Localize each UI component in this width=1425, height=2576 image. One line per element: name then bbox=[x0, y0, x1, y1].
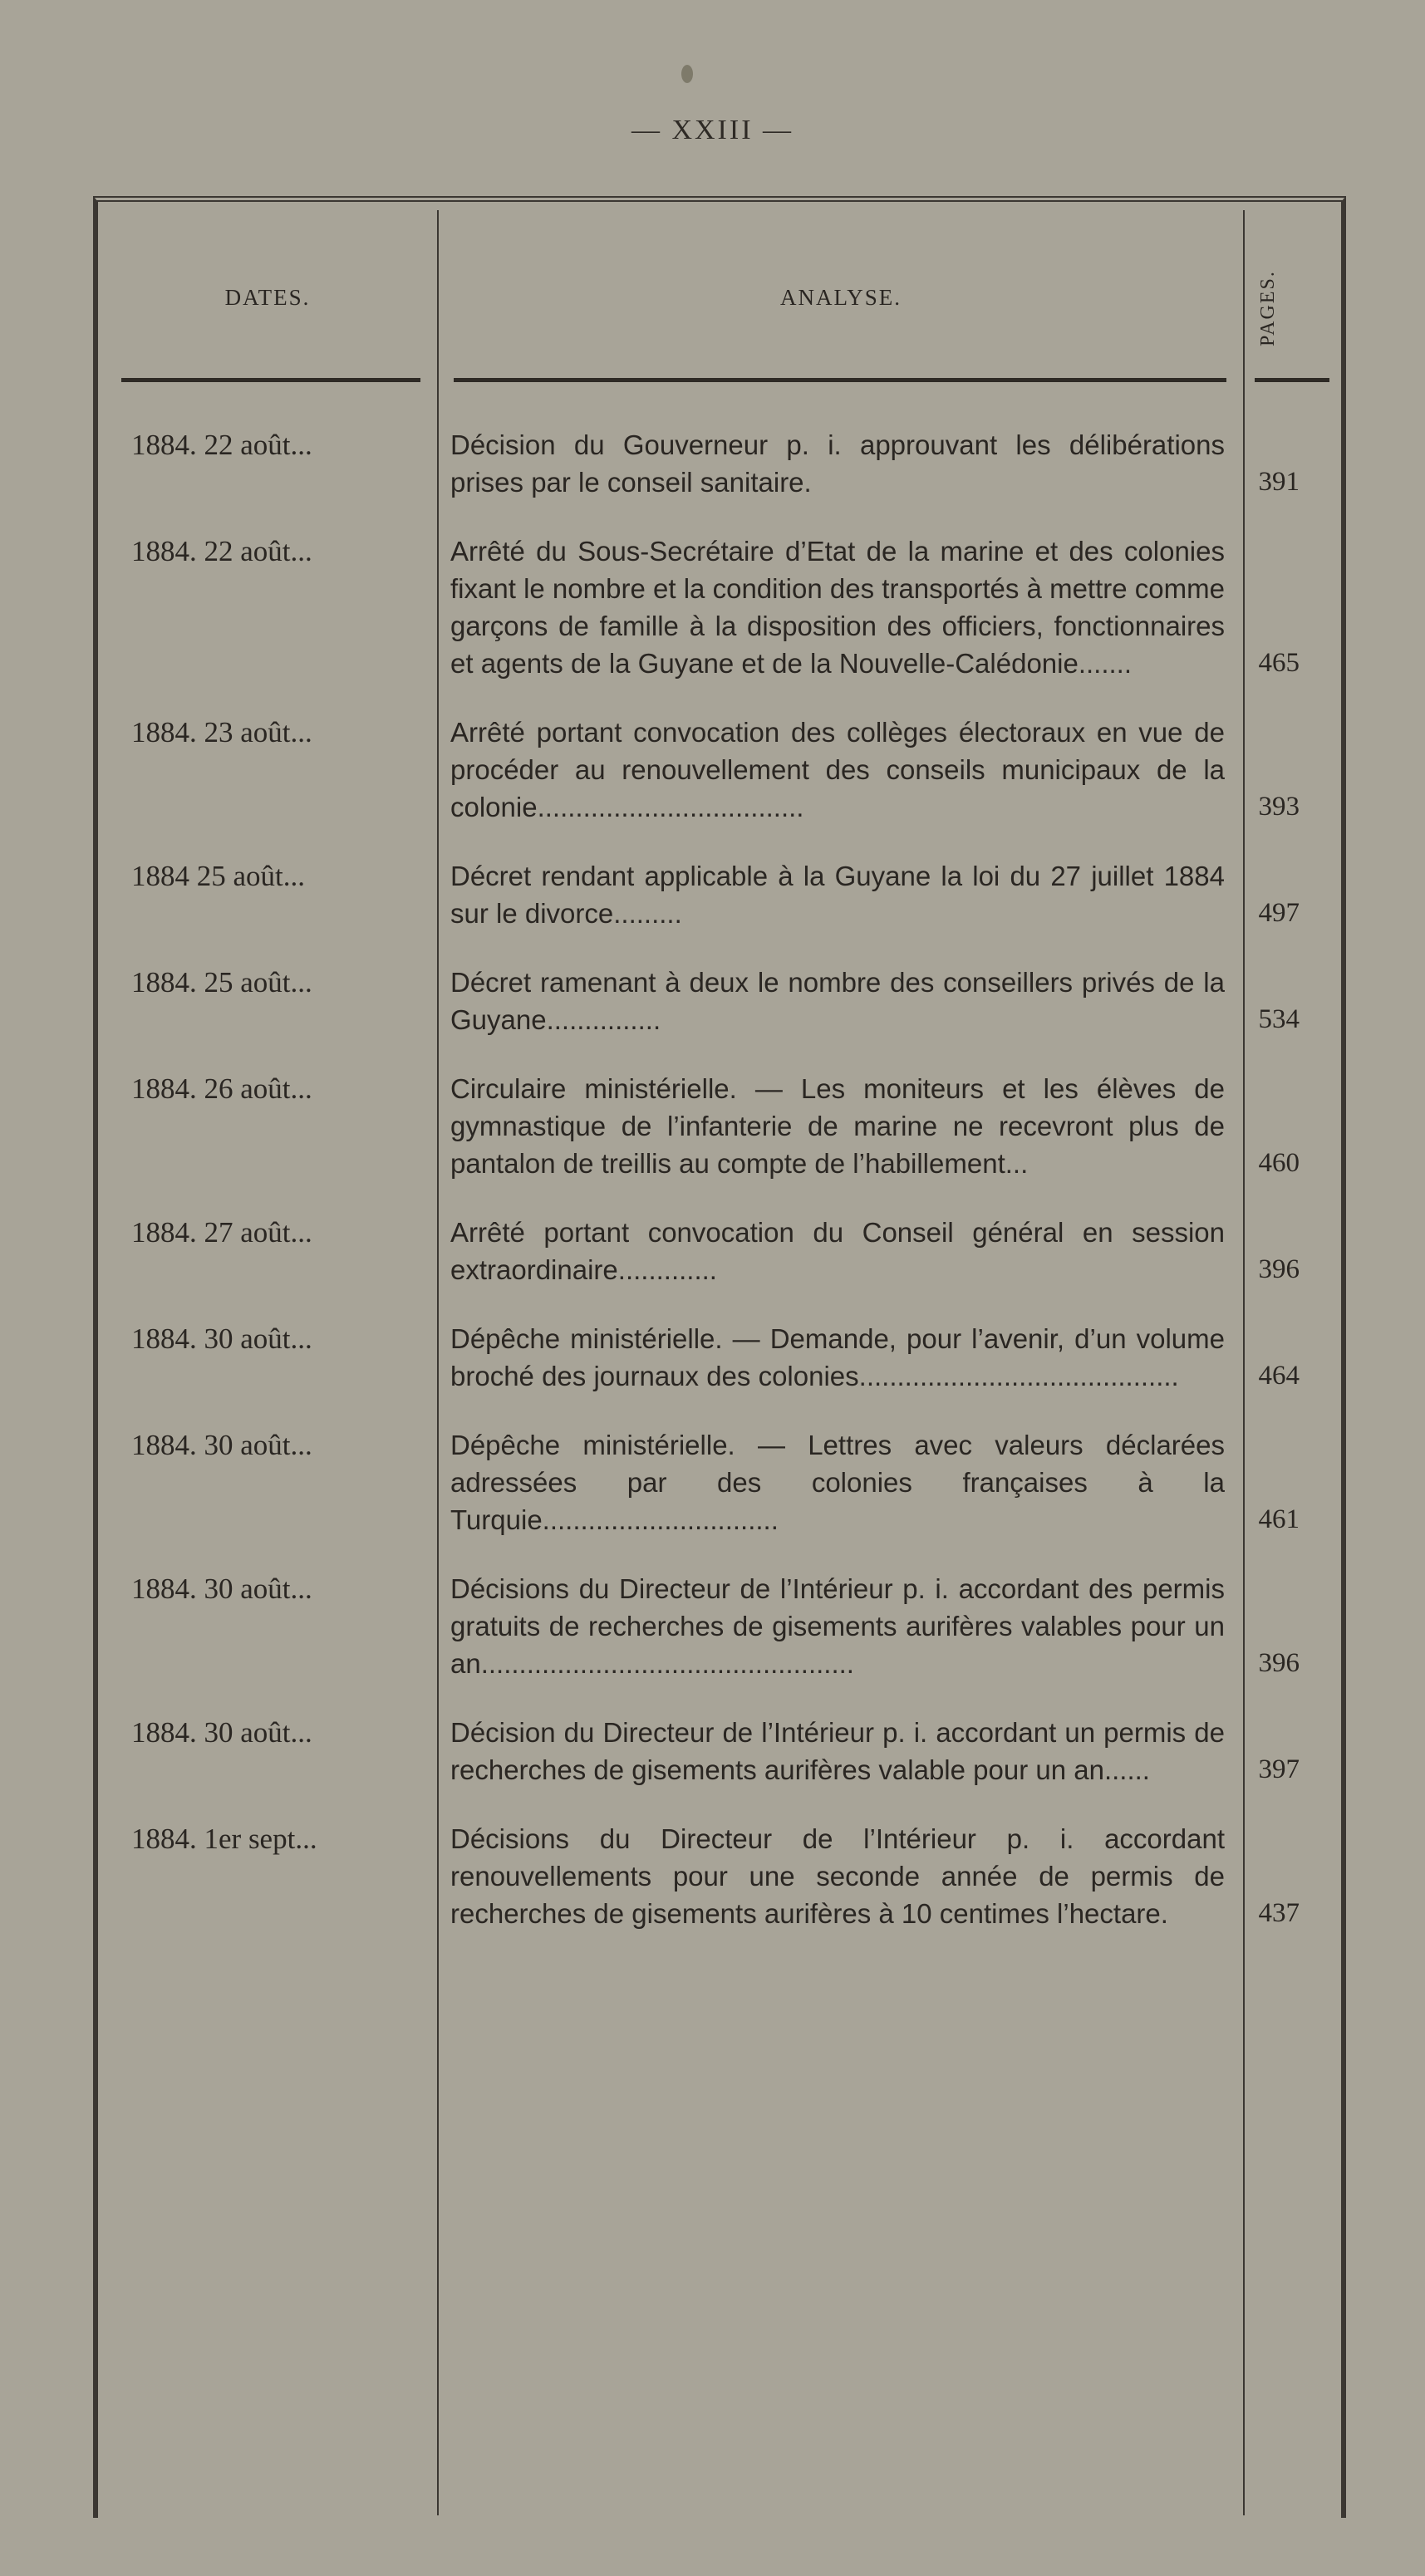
entry-page: 393 bbox=[1258, 792, 1300, 822]
table-row bbox=[98, 1570, 1341, 1682]
page-number: — XXIII — bbox=[631, 115, 794, 145]
table-row bbox=[98, 532, 1341, 682]
table-row bbox=[98, 1214, 1341, 1288]
entry-date: 1884. 1er sept... bbox=[131, 1823, 317, 1855]
entry-page: 437 bbox=[1258, 1898, 1300, 1928]
ink-stain bbox=[681, 65, 693, 83]
entry-date: 1884. 30 août... bbox=[131, 1573, 312, 1605]
entry-page: 534 bbox=[1258, 1004, 1300, 1034]
header-rule-analyse bbox=[454, 378, 1226, 382]
entry-page: 464 bbox=[1258, 1361, 1300, 1391]
entry-date: 1884. 22 août... bbox=[131, 535, 312, 567]
entry-analysis: Arrêté portant convocation du Conseil général en session extraordinaire............. bbox=[450, 1217, 1225, 1285]
entry-analysis: Arrêté portant convocation des collèges électoraux en vue de procéder au renouvellement des conseils municipaux de la colonie................................... bbox=[450, 717, 1225, 822]
entry-page: 465 bbox=[1258, 648, 1300, 678]
entry-analysis: Décision du Gouverneur p. i. approuvant les délibérations prises par le conseil sanitaire. bbox=[450, 429, 1225, 498]
entry-date: 1884. 30 août... bbox=[131, 1716, 312, 1749]
entry-page: 397 bbox=[1258, 1754, 1300, 1784]
entry-date: 1884. 30 août... bbox=[131, 1429, 312, 1461]
entry-analysis: Décret rendant applicable à la Guyane la loi du 27 juillet 1884 sur le divorce......... bbox=[450, 861, 1225, 929]
entry-analysis: Circulaire ministérielle. — Les moniteurs et les élèves de gymnastique de l’infanterie de marine ne recevront plus de pantalon de treillis au compte de l’habillement... bbox=[450, 1073, 1225, 1179]
entry-page: 391 bbox=[1258, 467, 1300, 497]
table-header bbox=[98, 202, 1341, 383]
header-rule-dates bbox=[121, 378, 420, 382]
table-row bbox=[98, 1426, 1341, 1538]
entry-date: 1884. 26 août... bbox=[131, 1072, 312, 1105]
entry-analysis: Décision du Directeur de l’Intérieur p. i. accordant un permis de recherches de gisements aurifères valable pour un an...... bbox=[450, 1717, 1225, 1785]
entry-date: 1884. 30 août... bbox=[131, 1322, 312, 1355]
entry-date: 1884. 23 août... bbox=[131, 716, 312, 748]
header-pages: PAGES. bbox=[1257, 270, 1279, 346]
table-row bbox=[98, 1820, 1341, 1932]
entry-analysis: Dépêche ministérielle. — Lettres avec valeurs déclarées adressées par des colonies françaises à la Turquie............................... bbox=[450, 1430, 1225, 1535]
entry-date: 1884 25 août... bbox=[131, 860, 306, 892]
table-row bbox=[98, 1320, 1341, 1395]
table-row bbox=[98, 1714, 1341, 1788]
entry-analysis: Décisions du Directeur de l’Intérieur p. i. accordant renouvellements pour une seconde année de permis de recherches de gisements aurifères à 10 centimes l’hectare. bbox=[450, 1823, 1225, 1929]
table-row bbox=[98, 714, 1341, 826]
entry-analysis: Arrêté du Sous-Secrétaire d’Etat de la marine et des colonies fixant le nombre et la condition des transportés à mettre comme garçons de famille à la disposition des officiers, fonctionnaires et agents de la Guyane et de la Nouvelle-Calédonie....... bbox=[450, 536, 1225, 679]
entry-analysis: Dépêche ministérielle. — Demande, pour l’avenir, d’un volume broché des journaux des colonies.......................................... bbox=[450, 1323, 1225, 1391]
entry-page: 497 bbox=[1258, 898, 1300, 928]
entry-page: 396 bbox=[1258, 1254, 1300, 1284]
entry-page: 460 bbox=[1258, 1148, 1300, 1178]
table-row bbox=[98, 964, 1341, 1038]
header-rule-pages bbox=[1255, 378, 1329, 382]
table-row bbox=[98, 426, 1341, 501]
entry-analysis: Décisions du Directeur de l’Intérieur p. i. accordant des permis gratuits de recherches de gisements aurifères valables pour un an................................................. bbox=[450, 1573, 1225, 1679]
entry-date: 1884. 27 août... bbox=[131, 1216, 312, 1249]
entry-analysis: Décret ramenant à deux le nombre des conseillers privés de la Guyane............... bbox=[450, 967, 1225, 1035]
table-row bbox=[98, 857, 1341, 932]
table-body bbox=[98, 426, 1341, 1964]
entry-page: 461 bbox=[1258, 1504, 1300, 1534]
table-row bbox=[98, 1070, 1341, 1182]
entry-date: 1884. 25 août... bbox=[131, 966, 312, 999]
header-dates: DATES. bbox=[224, 285, 311, 310]
index-table bbox=[93, 196, 1346, 2518]
entry-page: 396 bbox=[1258, 1648, 1300, 1678]
header-analyse: ANALYSE. bbox=[779, 285, 902, 310]
entry-date: 1884. 22 août... bbox=[131, 429, 312, 461]
